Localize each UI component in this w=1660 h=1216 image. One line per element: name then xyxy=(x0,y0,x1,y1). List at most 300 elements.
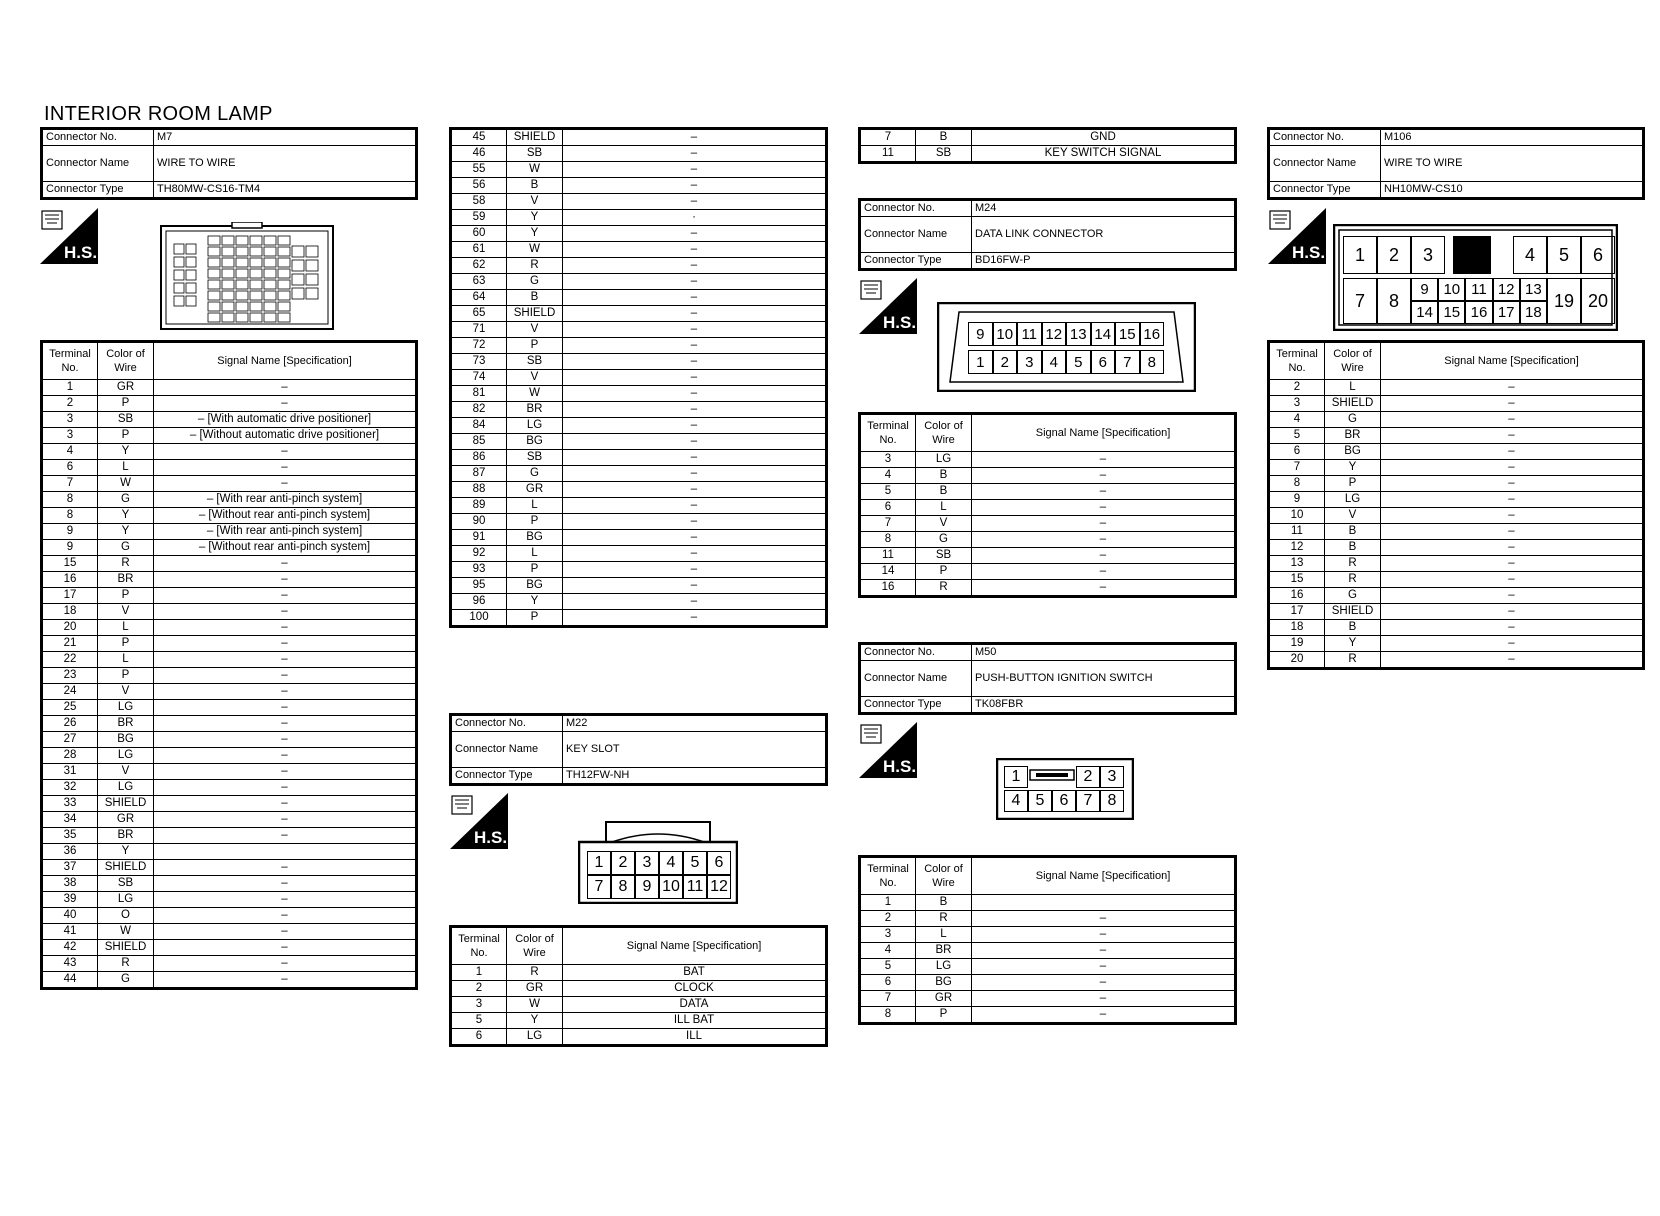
cavity xyxy=(186,296,196,306)
table-row xyxy=(860,943,1236,959)
m106-terminal-table xyxy=(1267,340,1645,670)
connector-pin: 15 xyxy=(1115,322,1140,346)
connector-type-value: TH12FW-NH xyxy=(563,768,827,785)
connector-pin: 4 xyxy=(659,851,683,875)
color-cell: BR xyxy=(1325,428,1381,444)
color-cell: G xyxy=(1325,588,1381,604)
table-row xyxy=(860,146,1236,163)
cavity xyxy=(236,313,248,322)
color-cell: R xyxy=(1325,652,1381,669)
connector-pin: 3 xyxy=(1100,766,1124,788)
signal-name-cell: – xyxy=(563,594,827,610)
signal-name-cell: – xyxy=(1381,588,1644,604)
signal-name-cell: – xyxy=(1381,620,1644,636)
table-row xyxy=(1269,604,1644,620)
connector-pin: 5 xyxy=(1066,350,1091,374)
color-cell: SHIELD xyxy=(98,860,154,876)
signal-name-cell: – xyxy=(563,514,827,530)
signal-name-cell: – xyxy=(1381,476,1644,492)
connector-pin: 8 xyxy=(1377,278,1411,324)
cavity xyxy=(174,270,184,280)
hs-badge-icon xyxy=(40,208,98,264)
table-row xyxy=(451,610,827,627)
signal-name-cell: – xyxy=(154,956,417,972)
color-cell: L xyxy=(1325,380,1381,396)
signal-name-cell: – xyxy=(154,636,417,652)
cavity xyxy=(222,280,234,289)
color-cell: LG xyxy=(1325,492,1381,508)
table-row xyxy=(42,668,417,684)
color-cell: G xyxy=(98,492,154,508)
table-row xyxy=(42,604,417,620)
m106-info-table xyxy=(1267,127,1645,200)
terminal-no-cell: 3 xyxy=(860,927,916,943)
cavity xyxy=(186,244,196,254)
terminal-no-cell: 35 xyxy=(42,828,98,844)
table-row xyxy=(1269,460,1644,476)
table-row xyxy=(42,556,417,572)
color-cell: GR xyxy=(98,380,154,396)
signal-name-cell: – xyxy=(972,1007,1236,1024)
table-row xyxy=(451,129,827,146)
connector-pin: 1 xyxy=(1004,766,1028,788)
connector-name-label: Connector Name xyxy=(1269,146,1381,182)
connector-no-value: M50 xyxy=(972,644,1236,661)
terminal-no-cell: 2 xyxy=(451,981,507,997)
page-title: INTERIOR ROOM LAMP xyxy=(44,103,273,125)
terminal-no-cell: 61 xyxy=(451,242,507,258)
connector-pin: 20 xyxy=(1581,278,1615,324)
table-row xyxy=(42,876,417,892)
cavity xyxy=(186,270,196,280)
color-cell: B xyxy=(1325,620,1381,636)
table-row xyxy=(451,546,827,562)
cavity xyxy=(264,313,276,322)
connector-no-label: Connector No. xyxy=(42,129,154,146)
signal-name-cell: – xyxy=(154,748,417,764)
signal-name-cell: – xyxy=(154,380,417,396)
color-cell: W xyxy=(507,242,563,258)
signal-name-cell: – xyxy=(154,812,417,828)
signal-name-cell: BAT xyxy=(563,965,827,981)
terminal-no-cell: 4 xyxy=(860,468,916,484)
terminal-no-cell: 8 xyxy=(1269,476,1325,492)
signal-name-cell: – xyxy=(154,460,417,476)
terminal-no-cell: 95 xyxy=(451,578,507,594)
table-row xyxy=(1269,556,1644,572)
terminal-no-cell: 3 xyxy=(451,997,507,1013)
signal-name-cell: – xyxy=(154,924,417,940)
signal-name-cell: – xyxy=(972,927,1236,943)
color-cell: P xyxy=(916,1007,972,1024)
color-cell: B xyxy=(916,129,972,146)
color-cell: B xyxy=(507,290,563,306)
connector-pin: 2 xyxy=(611,851,635,875)
cavity xyxy=(174,283,184,293)
m50-info-table xyxy=(858,642,1237,715)
signal-name-cell: – xyxy=(154,892,417,908)
terminal-no-cell: 2 xyxy=(860,911,916,927)
cavity xyxy=(174,296,184,306)
color-cell: G xyxy=(507,466,563,482)
connector-pin: 4 xyxy=(1513,236,1547,274)
hs-label: H.S. xyxy=(883,313,917,332)
connector-type-label: Connector Type xyxy=(860,253,972,270)
connector-name-label: Connector Name xyxy=(451,732,563,768)
table-row xyxy=(451,1013,827,1029)
table-row xyxy=(451,338,827,354)
connector-pin: 9 xyxy=(968,322,993,346)
table-row xyxy=(451,226,827,242)
terminal-no-cell: 46 xyxy=(451,146,507,162)
table-row xyxy=(451,530,827,546)
signal-name-cell: – xyxy=(563,530,827,546)
connector-pin: 3 xyxy=(1411,236,1445,274)
connector-pin: 6 xyxy=(1581,236,1615,274)
terminal-no-cell: 9 xyxy=(42,524,98,540)
connector-name-value: KEY SLOT xyxy=(563,732,827,768)
signal-name-cell: – xyxy=(972,532,1236,548)
terminal-no-cell: 20 xyxy=(1269,652,1325,669)
color-cell: L xyxy=(98,460,154,476)
connector-pin: 3 xyxy=(1017,350,1042,374)
table-row xyxy=(451,242,827,258)
signal-name-cell: CLOCK xyxy=(563,981,827,997)
terminal-no-header: Terminal No. xyxy=(451,927,507,965)
cavity xyxy=(278,313,290,322)
signal-name-cell: – xyxy=(1381,412,1644,428)
terminal-no-cell: 39 xyxy=(42,892,98,908)
connector-no-label: Connector No. xyxy=(451,715,563,732)
table-row xyxy=(42,972,417,989)
terminal-no-cell: 19 xyxy=(1269,636,1325,652)
connector-name-label: Connector Name xyxy=(860,217,972,253)
terminal-no-cell: 3 xyxy=(860,452,916,468)
table-row xyxy=(451,578,827,594)
color-cell: P xyxy=(98,428,154,444)
table-row xyxy=(860,975,1236,991)
terminal-no-cell: 45 xyxy=(451,129,507,146)
terminal-no-cell: 17 xyxy=(1269,604,1325,620)
color-cell: BG xyxy=(1325,444,1381,460)
terminal-no-cell: 18 xyxy=(42,604,98,620)
pin-blocked-slot xyxy=(1445,236,1513,274)
table-row xyxy=(42,940,417,956)
cavity xyxy=(250,313,262,322)
table-row xyxy=(42,476,417,492)
signal-name-cell: – xyxy=(154,684,417,700)
table-row xyxy=(860,927,1236,943)
table-row xyxy=(860,452,1236,468)
table-row xyxy=(42,540,417,556)
table-row xyxy=(860,532,1236,548)
color-cell: P xyxy=(98,668,154,684)
color-cell: B xyxy=(916,484,972,500)
signal-name-cell: – xyxy=(563,418,827,434)
color-cell: SB xyxy=(507,450,563,466)
cavity xyxy=(236,291,248,300)
table-row xyxy=(451,290,827,306)
signal-name-cell: – xyxy=(1381,556,1644,572)
connector-name-label: Connector Name xyxy=(42,146,154,182)
signal-name-cell: – xyxy=(154,652,417,668)
terminal-no-header: Terminal No. xyxy=(1269,342,1325,380)
connector-name-value: PUSH-BUTTON IGNITION SWITCH xyxy=(972,661,1236,697)
terminal-no-cell: 8 xyxy=(42,492,98,508)
cavity xyxy=(222,236,234,245)
color-cell: SHIELD xyxy=(507,129,563,146)
terminal-no-cell: 7 xyxy=(860,129,916,146)
signal-name-header: Signal Name [Specification] xyxy=(154,342,417,380)
signal-name-cell: – xyxy=(972,516,1236,532)
pin-spacer xyxy=(1028,766,1076,788)
terminal-no-cell: 24 xyxy=(42,684,98,700)
color-cell: L xyxy=(98,652,154,668)
signal-name-cell: – xyxy=(563,498,827,514)
connector-pin: 8 xyxy=(611,875,635,899)
terminal-no-cell: 91 xyxy=(451,530,507,546)
table-row xyxy=(42,956,417,972)
signal-name-cell: – xyxy=(1381,540,1644,556)
terminal-no-cell: 21 xyxy=(42,636,98,652)
signal-name-cell: – xyxy=(563,226,827,242)
signal-name-cell: – xyxy=(563,242,827,258)
terminal-no-cell: 55 xyxy=(451,162,507,178)
color-cell: W xyxy=(507,386,563,402)
terminal-no-cell: 34 xyxy=(42,812,98,828)
hs-badge-icon xyxy=(1268,208,1326,264)
connector-pin: 15 xyxy=(1438,301,1465,324)
connector-pin: 8 xyxy=(1140,350,1165,374)
table-row xyxy=(42,444,417,460)
cavity xyxy=(236,269,248,278)
connector-type-label: Connector Type xyxy=(1269,182,1381,199)
table-row xyxy=(451,322,827,338)
color-cell: Y xyxy=(1325,636,1381,652)
color-cell: W xyxy=(98,476,154,492)
terminal-no-header: Terminal No. xyxy=(42,342,98,380)
signal-name-header: Signal Name [Specification] xyxy=(972,414,1236,452)
connector-type-value: TK08FBR xyxy=(972,697,1236,714)
signal-name-cell: – xyxy=(563,546,827,562)
color-cell: V xyxy=(1325,508,1381,524)
table-row xyxy=(1269,524,1644,540)
terminal-no-cell: 12 xyxy=(1269,540,1325,556)
connector-no-value: M24 xyxy=(972,200,1236,217)
signal-name-cell: – xyxy=(563,258,827,274)
hs-badge-icon xyxy=(859,278,917,334)
terminal-no-cell: 28 xyxy=(42,748,98,764)
table-row xyxy=(860,959,1236,975)
signal-name-cell: – xyxy=(1381,524,1644,540)
table-row xyxy=(451,981,827,997)
connector-pin: 8 xyxy=(1100,790,1124,812)
color-cell: R xyxy=(507,965,563,981)
terminal-no-cell: 90 xyxy=(451,514,507,530)
terminal-no-cell: 59 xyxy=(451,210,507,226)
table-row xyxy=(860,564,1236,580)
signal-name-cell: – xyxy=(563,290,827,306)
terminal-no-cell: 8 xyxy=(42,508,98,524)
signal-name-cell: – xyxy=(1381,604,1644,620)
cavity xyxy=(264,302,276,311)
cavity xyxy=(222,269,234,278)
cavity xyxy=(292,274,304,285)
m24-pin-grid xyxy=(968,322,1164,374)
cavity xyxy=(250,236,262,245)
table-row xyxy=(860,911,1236,927)
signal-name-cell: – xyxy=(972,548,1236,564)
col3-top-table xyxy=(858,127,1237,164)
signal-name-cell: – xyxy=(563,194,827,210)
color-cell: G xyxy=(98,540,154,556)
cavity xyxy=(278,258,290,267)
m22-terminal-table xyxy=(449,925,828,1047)
color-cell: LG xyxy=(507,1029,563,1046)
m7-info-table xyxy=(40,127,418,200)
table-row xyxy=(1269,476,1644,492)
terminal-no-cell: 22 xyxy=(42,652,98,668)
cavity xyxy=(236,236,248,245)
table-row xyxy=(1269,444,1644,460)
table-row xyxy=(451,178,827,194)
cavity xyxy=(250,247,262,256)
hs-badge-icon xyxy=(450,793,508,849)
color-cell: LG xyxy=(98,700,154,716)
signal-name-cell: – xyxy=(563,610,827,627)
connector-pin: 1 xyxy=(587,851,611,875)
terminal-no-cell: 14 xyxy=(860,564,916,580)
color-cell: L xyxy=(98,620,154,636)
table-row xyxy=(1269,636,1644,652)
table-row xyxy=(860,516,1236,532)
terminal-no-cell: 15 xyxy=(1269,572,1325,588)
terminal-no-cell: 65 xyxy=(451,306,507,322)
terminal-no-cell: 37 xyxy=(42,860,98,876)
cavity xyxy=(208,236,220,245)
signal-name-cell: – xyxy=(563,306,827,322)
terminal-no-cell: 9 xyxy=(42,540,98,556)
signal-name-cell: – xyxy=(563,370,827,386)
signal-name-cell: – xyxy=(154,588,417,604)
terminal-no-cell: 86 xyxy=(451,450,507,466)
table-row xyxy=(1269,588,1644,604)
signal-name-cell: – [With automatic drive positioner] xyxy=(154,412,417,428)
color-cell: V xyxy=(98,604,154,620)
terminal-no-cell: 3 xyxy=(1269,396,1325,412)
connector-type-label: Connector Type xyxy=(860,697,972,714)
color-cell: P xyxy=(507,514,563,530)
table-row xyxy=(42,844,417,860)
terminal-no-cell: 73 xyxy=(451,354,507,370)
signal-name-cell: – xyxy=(563,434,827,450)
terminal-no-cell: 18 xyxy=(1269,620,1325,636)
color-cell: P xyxy=(98,588,154,604)
connector-pin: 11 xyxy=(1017,322,1042,346)
connector-pin: 13 xyxy=(1066,322,1091,346)
signal-name-cell: – xyxy=(154,556,417,572)
signal-name-cell: KEY SWITCH SIGNAL xyxy=(972,146,1236,163)
signal-name-cell: – xyxy=(154,908,417,924)
color-of-wire-header: Color of Wire xyxy=(1325,342,1381,380)
terminal-no-cell: 5 xyxy=(860,959,916,975)
terminal-no-cell: 16 xyxy=(1269,588,1325,604)
color-cell: G xyxy=(507,274,563,290)
color-cell: R xyxy=(1325,556,1381,572)
table-row xyxy=(42,748,417,764)
color-cell: SB xyxy=(916,146,972,163)
table-row xyxy=(451,354,827,370)
table-row xyxy=(451,965,827,981)
signal-name-cell: – xyxy=(154,860,417,876)
terminal-no-cell: 56 xyxy=(451,178,507,194)
connector-pin: 10 xyxy=(1438,278,1465,301)
table-row xyxy=(42,924,417,940)
terminal-no-cell: 8 xyxy=(860,1007,916,1024)
table-row xyxy=(42,780,417,796)
color-cell: BG xyxy=(507,434,563,450)
table-row xyxy=(451,418,827,434)
color-cell: LG xyxy=(98,892,154,908)
color-cell: LG xyxy=(916,452,972,468)
connector-pin: 6 xyxy=(707,851,731,875)
terminal-no-header: Terminal No. xyxy=(860,857,916,895)
connector-no-label: Connector No. xyxy=(860,200,972,217)
connector-pin: 5 xyxy=(683,851,707,875)
cavity xyxy=(250,258,262,267)
table-row xyxy=(42,508,417,524)
table-row xyxy=(451,306,827,322)
table-row xyxy=(1269,396,1644,412)
signal-name-cell: – xyxy=(154,972,417,989)
color-cell: P xyxy=(507,610,563,627)
cavity xyxy=(278,247,290,256)
color-cell: G xyxy=(916,532,972,548)
signal-name-cell: – xyxy=(972,911,1236,927)
cavity xyxy=(222,302,234,311)
table-row xyxy=(42,572,417,588)
table-row xyxy=(451,514,827,530)
signal-name-cell: – xyxy=(972,991,1236,1007)
cavity xyxy=(236,302,248,311)
cavity xyxy=(208,302,220,311)
terminal-no-cell: 7 xyxy=(1269,460,1325,476)
table-row xyxy=(451,194,827,210)
connector-pin: 6 xyxy=(1052,790,1076,812)
connector-pin: 2 xyxy=(993,350,1018,374)
color-cell: P xyxy=(507,338,563,354)
cavity xyxy=(306,288,318,299)
table-row xyxy=(42,796,417,812)
terminal-no-cell: 10 xyxy=(1269,508,1325,524)
color-cell: LG xyxy=(98,780,154,796)
terminal-no-cell: 4 xyxy=(1269,412,1325,428)
table-row xyxy=(42,732,417,748)
signal-name-cell: – xyxy=(972,580,1236,597)
terminal-no-cell: 36 xyxy=(42,844,98,860)
terminal-no-cell: 33 xyxy=(42,796,98,812)
connector-pin: 6 xyxy=(1091,350,1116,374)
color-cell: R xyxy=(916,580,972,597)
color-cell: R xyxy=(98,956,154,972)
cavity xyxy=(278,269,290,278)
signal-name-cell: – xyxy=(154,444,417,460)
terminal-no-cell: 100 xyxy=(451,610,507,627)
table-row xyxy=(1269,652,1644,669)
table-row xyxy=(42,492,417,508)
terminal-no-cell: 11 xyxy=(860,146,916,163)
terminal-no-cell: 5 xyxy=(451,1013,507,1029)
